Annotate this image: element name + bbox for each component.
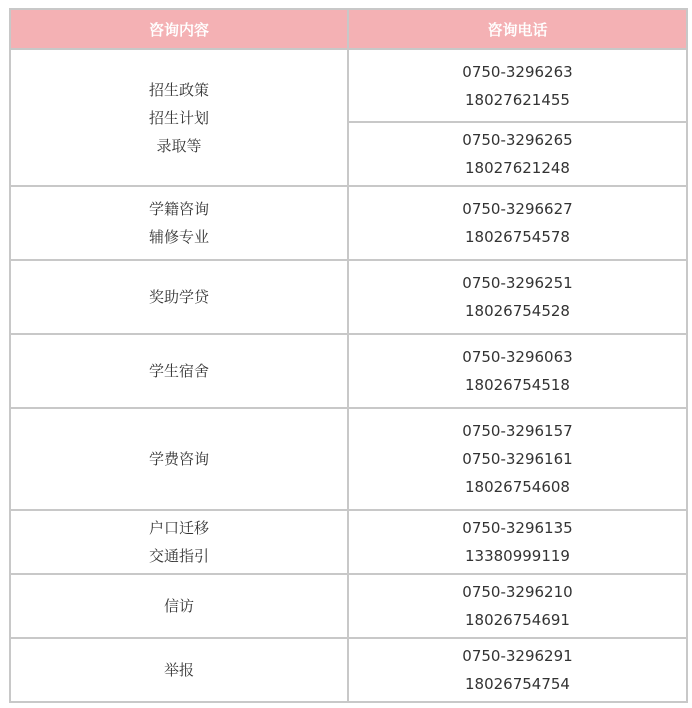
topic-line: 交通指引 [148, 547, 209, 565]
contact-table-container [9, 8, 688, 703]
phone-number: 13380999119 [465, 547, 570, 565]
topic-cell [10, 49, 348, 186]
phone-number: 18026754691 [465, 611, 570, 629]
header-phone: 咨询电话 [348, 9, 687, 49]
topic-cell [10, 574, 348, 638]
phone-number: 18027621455 [465, 90, 570, 109]
phone-cell [348, 408, 687, 510]
topic-line: 招生政策 [148, 80, 209, 99]
phone-number: 0750-3296161 [462, 450, 573, 468]
topic-cell [10, 638, 348, 702]
topic-cell [10, 334, 348, 408]
phone-number: 0750-3296063 [462, 348, 573, 366]
phone-number: 0750-3296291 [462, 647, 573, 665]
topic-line: 学费咨询 [148, 450, 209, 468]
topic-cell [10, 186, 348, 260]
phone-number: 18026754578 [465, 228, 570, 246]
phone-cell [348, 260, 687, 334]
topic-line: 学籍咨询 [148, 200, 209, 218]
topic-line: 辅修专业 [148, 228, 209, 246]
phone-number: 18026754518 [465, 376, 570, 394]
topic-cell [10, 408, 348, 510]
phone-cell [348, 638, 687, 702]
topic-cell [10, 260, 348, 334]
phone-number: 0750-3296265 [462, 131, 573, 149]
phone-cell [348, 334, 687, 408]
topic-line: 户口迁移 [148, 519, 209, 537]
phone-cell [348, 510, 687, 574]
phone-number: 0750-3296251 [462, 274, 573, 292]
topic-line: 奖助学贷 [148, 288, 209, 306]
phone-number: 18026754754 [465, 675, 570, 693]
table-row [10, 638, 687, 702]
topic-line: 信访 [163, 597, 194, 615]
phone-number: 18027621248 [465, 159, 570, 177]
topic-line: 学生宿舍 [148, 362, 209, 380]
phone-number: 0750-3296157 [462, 422, 573, 440]
table-row [10, 49, 687, 122]
table-row [10, 260, 687, 334]
phone-number: 0750-3296263 [462, 62, 573, 81]
header-topic: 咨询内容 [10, 9, 348, 49]
phone-number: 0750-3296210 [462, 583, 573, 601]
table-row [10, 408, 687, 510]
table-row [10, 574, 687, 638]
phone-cell [348, 49, 687, 122]
phone-cell [348, 122, 687, 186]
table-row [10, 334, 687, 408]
phone-number: 18026754528 [465, 302, 570, 320]
topic-line: 录取等 [156, 136, 202, 155]
topic-line: 举报 [163, 661, 194, 679]
phone-number: 18026754608 [465, 478, 570, 496]
topic-cell [10, 510, 348, 574]
phone-number: 0750-3296135 [462, 519, 573, 537]
phone-cell [348, 186, 687, 260]
phone-number: 0750-3296627 [462, 200, 573, 218]
table-header-row [10, 9, 687, 49]
topic-line: 招生计划 [148, 108, 209, 127]
phone-cell [348, 574, 687, 638]
contact-table [9, 8, 688, 703]
table-row [10, 186, 687, 260]
table-row [10, 510, 687, 574]
